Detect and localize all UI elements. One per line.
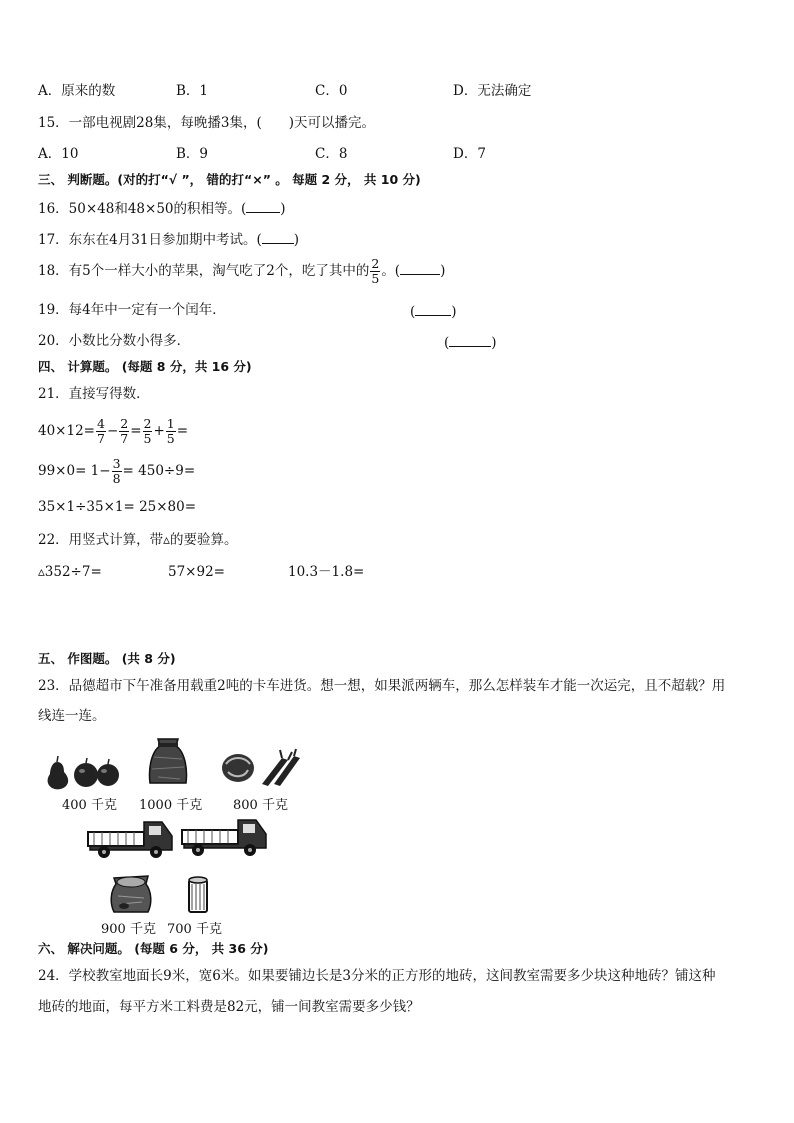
q15-option-b: B．9 bbox=[176, 146, 209, 162]
sack-icon bbox=[146, 737, 190, 787]
q19-open: ( bbox=[410, 304, 416, 320]
label-900kg: 900 千克 bbox=[101, 922, 156, 937]
label-1000kg: 1000 千克 bbox=[139, 798, 203, 813]
q21-row2 bbox=[38, 454, 195, 488]
q18-label: 18．有5个一样大小的苹果，淘气吃了2个，吃了其中的 bbox=[38, 263, 370, 279]
q20-close: ) bbox=[491, 335, 497, 351]
frac-4-7 bbox=[96, 417, 106, 446]
f3-num: 2 bbox=[143, 416, 152, 431]
q15-option-c: C．8 bbox=[315, 146, 348, 162]
f1-den: 7 bbox=[96, 431, 105, 446]
q15-text: 15．一部电视剧28集，每晚播3集，( )天可以播完。 bbox=[38, 115, 375, 131]
q19-answer bbox=[410, 301, 457, 321]
equals-sign-2: = bbox=[176, 423, 189, 439]
frac-2-7 bbox=[119, 417, 129, 446]
q16-close: ) bbox=[280, 201, 286, 217]
section5-title: 五、 作图题。 (共 8 分) bbox=[38, 651, 176, 666]
q22-a: ▵352÷7= bbox=[38, 564, 102, 580]
barrel-icon bbox=[186, 876, 210, 916]
grain-bag-icon bbox=[108, 872, 154, 916]
q16-answer-blank[interactable] bbox=[246, 198, 280, 213]
label-700kg: 700 千克 bbox=[167, 922, 222, 937]
q21-row3: 35×1÷35×1= 25×80= bbox=[38, 499, 197, 515]
f3-den: 5 bbox=[143, 431, 152, 446]
q18-close: ) bbox=[440, 263, 446, 279]
frac-2-5 bbox=[143, 417, 153, 446]
q18-fraction bbox=[370, 257, 380, 286]
q18-numerator: 2 bbox=[371, 256, 380, 271]
q24-line1: 24．学校教室地面长9米，宽6米。如果要铺边长是3分米的正方形的地砖，这间教室需要多少块这种地砖？铺这种 bbox=[38, 968, 716, 984]
section3-title: 三、 判断题。(对的打“√ ”， 错的打“×” 。 每题 2 分， 共 10 分) bbox=[38, 172, 421, 187]
q19-close: ) bbox=[451, 304, 457, 320]
q15-option-d: D．7 bbox=[453, 146, 486, 162]
q15-option-a: A．10 bbox=[38, 146, 79, 162]
q20-answer bbox=[444, 332, 497, 352]
q17-close: ) bbox=[293, 232, 299, 248]
q20-open: ( bbox=[444, 335, 450, 351]
row2-a: 99×0= 1− bbox=[38, 463, 111, 479]
f1-num: 4 bbox=[96, 416, 105, 431]
section6-title: 六、 解决问题。 (每题 6 分， 共 36 分) bbox=[38, 941, 269, 956]
plus-sign: + bbox=[153, 423, 165, 439]
q24-line2: 地砖的地面，每平方米工料费是82元，铺一间教室需要多少钱？ bbox=[38, 999, 420, 1015]
q14-option-c: C．0 bbox=[315, 83, 348, 99]
q17-label: 17．东东在4月31日参加期中考试。( bbox=[38, 232, 262, 248]
q19-answer-blank[interactable] bbox=[415, 301, 451, 316]
f4-den: 5 bbox=[166, 431, 175, 446]
q20-text: 20．小数比分数小得多． bbox=[38, 333, 191, 349]
truck-icon bbox=[86, 818, 176, 860]
label-400kg: 400 千克 bbox=[62, 798, 117, 813]
row1-a: 40×12= bbox=[38, 423, 95, 439]
q18-denominator: 5 bbox=[371, 271, 380, 286]
q22-c: 10.3－1.8= bbox=[288, 564, 365, 580]
q19-text: 19．每4年中一定有一个闰年． bbox=[38, 302, 226, 318]
q21-row1 bbox=[38, 414, 188, 448]
q23-line1: 23．品德超市下午准备用载重2吨的卡车进货。想一想，如果派两辆车，那么怎样装车才能一次运完，且不超载？用 bbox=[38, 678, 726, 694]
q23-line2: 线连一连。 bbox=[38, 708, 106, 724]
q18-text bbox=[38, 254, 445, 288]
f5-den: 8 bbox=[112, 471, 121, 486]
q17-answer-blank[interactable] bbox=[262, 229, 294, 244]
fruit-icon bbox=[44, 752, 120, 792]
q14-option-a: A．原来的数 bbox=[38, 83, 116, 99]
q21-text: 21．直接写得数． bbox=[38, 386, 150, 402]
f2-den: 7 bbox=[120, 431, 129, 446]
q22-b: 57×92= bbox=[168, 564, 225, 580]
q18-post: 。( bbox=[381, 263, 401, 279]
equals-sign: = bbox=[130, 423, 142, 439]
q14-option-b: B．1 bbox=[176, 83, 209, 99]
q22-text: 22．用竖式计算，带▵的要验算。 bbox=[38, 532, 238, 548]
f5-num: 3 bbox=[112, 456, 121, 471]
row2-b: = 450÷9= bbox=[122, 463, 196, 479]
q16-text bbox=[38, 198, 286, 218]
q17-text bbox=[38, 229, 299, 249]
frac-1-5 bbox=[166, 417, 176, 446]
f2-num: 2 bbox=[120, 416, 129, 431]
frac-3-8 bbox=[112, 457, 122, 486]
truck-icon bbox=[180, 816, 270, 858]
vegetable-icon bbox=[218, 748, 302, 788]
label-800kg: 800 千克 bbox=[233, 798, 288, 813]
q14-option-d: D．无法确定 bbox=[453, 83, 532, 99]
f4-num: 1 bbox=[166, 416, 175, 431]
q16-label: 16．50×48和48×50的积相等。( bbox=[38, 201, 247, 217]
minus-sign: − bbox=[106, 423, 119, 439]
q18-answer-blank[interactable] bbox=[400, 260, 440, 275]
section4-title: 四、 计算题。 (每题 8 分，共 16 分) bbox=[38, 359, 252, 374]
q20-answer-blank[interactable] bbox=[449, 332, 491, 347]
